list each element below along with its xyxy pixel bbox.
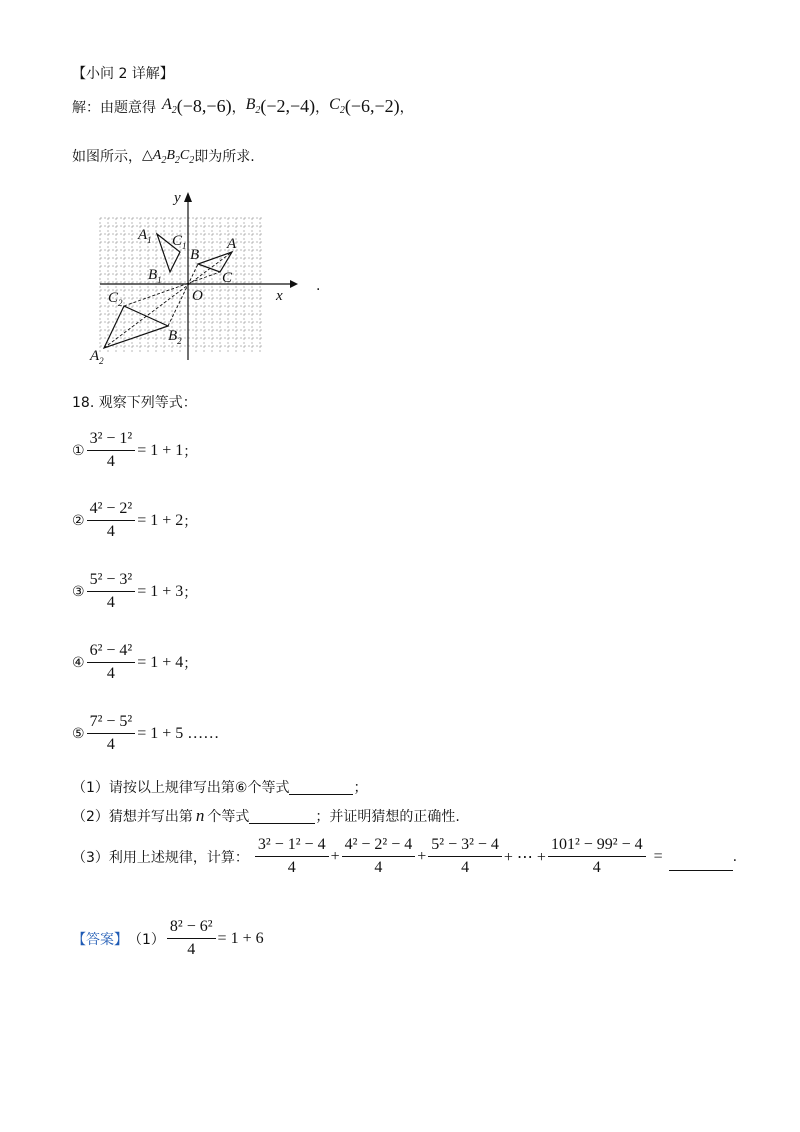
part-3-tail: . <box>732 848 738 865</box>
coord-c2-value: (−6,−2) <box>344 96 400 116</box>
ellipsis-plus: + ⋯ + <box>503 848 546 866</box>
coord-end: ， <box>399 99 414 116</box>
sum-term-2-numerator: 4² − 2² − 4 <box>342 836 416 857</box>
plus-sign: + <box>417 847 427 865</box>
answer-part: （1） <box>128 931 165 948</box>
label-a: A <box>227 236 237 252</box>
answer-blank-2[interactable] <box>249 809 315 824</box>
part-3 <box>72 836 737 877</box>
equation-1 <box>72 430 197 471</box>
coordinate-figure <box>80 182 340 372</box>
label-b1: $B_1$ <box>148 267 162 285</box>
answer-label: 【答案】 <box>72 931 128 948</box>
eq-mark: ③ <box>72 583 85 600</box>
eq-tail: ； <box>183 513 198 530</box>
as-shown-prefix: 如图所示， <box>72 149 142 165</box>
eq-denominator: 4 <box>106 453 115 470</box>
eq-numerator: 6² − 4² <box>87 642 136 663</box>
part-1-tail: ； <box>353 780 368 796</box>
eq-numerator: 4² − 2² <box>87 500 136 521</box>
solution-prefix: 解：由题意得 <box>72 99 156 116</box>
part-2-variable: n <box>195 806 205 825</box>
coord-b2-value: (−2,−4) <box>260 96 316 116</box>
as-shown-suffix: 即为所求. <box>194 149 255 165</box>
coord-c2-label: $C_2$ <box>329 96 345 117</box>
section-header: 【小问 2 详解】 <box>72 66 174 82</box>
label-b: B <box>190 247 200 263</box>
eq-numerator: 7² − 5² <box>87 713 136 734</box>
as-shown-line <box>72 146 255 166</box>
part-2-text2: 个等式 <box>207 809 250 825</box>
label-a2: $A_2$ <box>90 348 104 366</box>
plus-sign: + <box>330 847 340 865</box>
sum-term-1-numerator: 3² − 1² − 4 <box>255 836 329 857</box>
answer-line <box>72 918 264 959</box>
eq-numerator: 3² − 1² <box>87 430 136 451</box>
eq-tail: ； <box>183 655 198 672</box>
solution-line <box>72 96 414 117</box>
answer-numerator: 8² − 6² <box>167 918 216 939</box>
eq-rhs: = 1 + 5 …… <box>137 724 220 742</box>
part-2-text: （2）猜想并写出第 <box>72 809 193 825</box>
label-b2: $B_2$ <box>168 328 182 346</box>
label-y-axis: y <box>174 190 181 206</box>
equation-5 <box>72 713 219 754</box>
coord-sep-1: ， <box>231 99 246 116</box>
eq-rhs: = 1 + 4 <box>137 653 184 671</box>
triangle-abc <box>198 252 232 272</box>
eq-numerator: 5² − 3² <box>87 571 136 592</box>
equals-sign: = <box>653 847 663 865</box>
y-axis-arrow-icon <box>184 192 192 202</box>
label-x-axis: x <box>276 288 283 304</box>
eq-mark: ⑤ <box>72 725 85 742</box>
x-axis-arrow-icon <box>290 280 298 288</box>
eq-denominator: 4 <box>106 594 115 611</box>
eq-tail: ； <box>183 443 198 460</box>
coord-b2-label: $B_2$ <box>245 96 261 117</box>
answer-blank-1[interactable] <box>289 780 353 795</box>
eq-denominator: 4 <box>106 736 115 753</box>
label-c: C <box>222 270 233 286</box>
eq-mark: ② <box>72 512 85 529</box>
sum-term-3-denominator: 4 <box>461 859 470 876</box>
part-1 <box>72 777 367 797</box>
eq-mark: ④ <box>72 654 85 671</box>
coord-sep-2: ， <box>315 99 330 116</box>
label-c2: $C_2$ <box>108 290 123 308</box>
part-2 <box>72 806 460 826</box>
eq-rhs: = 1 + 3 <box>137 582 184 600</box>
label-c1: $C_1$ <box>172 233 187 251</box>
equation-4 <box>72 642 197 683</box>
eq-tail: ； <box>183 584 198 601</box>
eq-denominator: 4 <box>106 523 115 540</box>
answer-blank-3[interactable] <box>669 856 733 871</box>
label-origin: O <box>192 288 203 304</box>
coord-a2-label: $A_2$ <box>162 96 177 117</box>
sum-term-3-numerator: 5² − 3² − 4 <box>428 836 502 857</box>
answer-rhs: = 1 + 6 <box>217 929 264 947</box>
question-title: 18. 观察下列等式： <box>72 395 197 411</box>
part-2-tail: ；并证明猜想的正确性. <box>315 809 460 825</box>
triangle-a2b2c2-shape <box>104 306 168 348</box>
triangle-a2b2c2: $\triangle A_2B_2C_2$ <box>142 147 195 166</box>
answer-denominator: 4 <box>187 941 196 958</box>
label-a1: $A_1$ <box>138 227 152 245</box>
eq-mark: ① <box>72 442 85 459</box>
sum-term-4-denominator: 4 <box>592 859 601 876</box>
eq-rhs: = 1 + 2 <box>137 511 184 529</box>
sum-term-2-denominator: 4 <box>374 859 383 876</box>
coord-a2-value: (−8,−6) <box>176 96 232 116</box>
part-1-text: （1）请按以上规律写出第⑥个等式 <box>72 780 290 796</box>
figure-period: . <box>316 278 321 294</box>
part-3-text: （3）利用上述规律，计算： <box>72 849 249 866</box>
equation-3 <box>72 571 197 612</box>
eq-rhs: = 1 + 1 <box>137 441 184 459</box>
equation-2 <box>72 500 197 541</box>
sum-term-1-denominator: 4 <box>287 859 296 876</box>
sum-term-4-numerator: 101² − 99² − 4 <box>548 836 646 857</box>
eq-denominator: 4 <box>106 665 115 682</box>
